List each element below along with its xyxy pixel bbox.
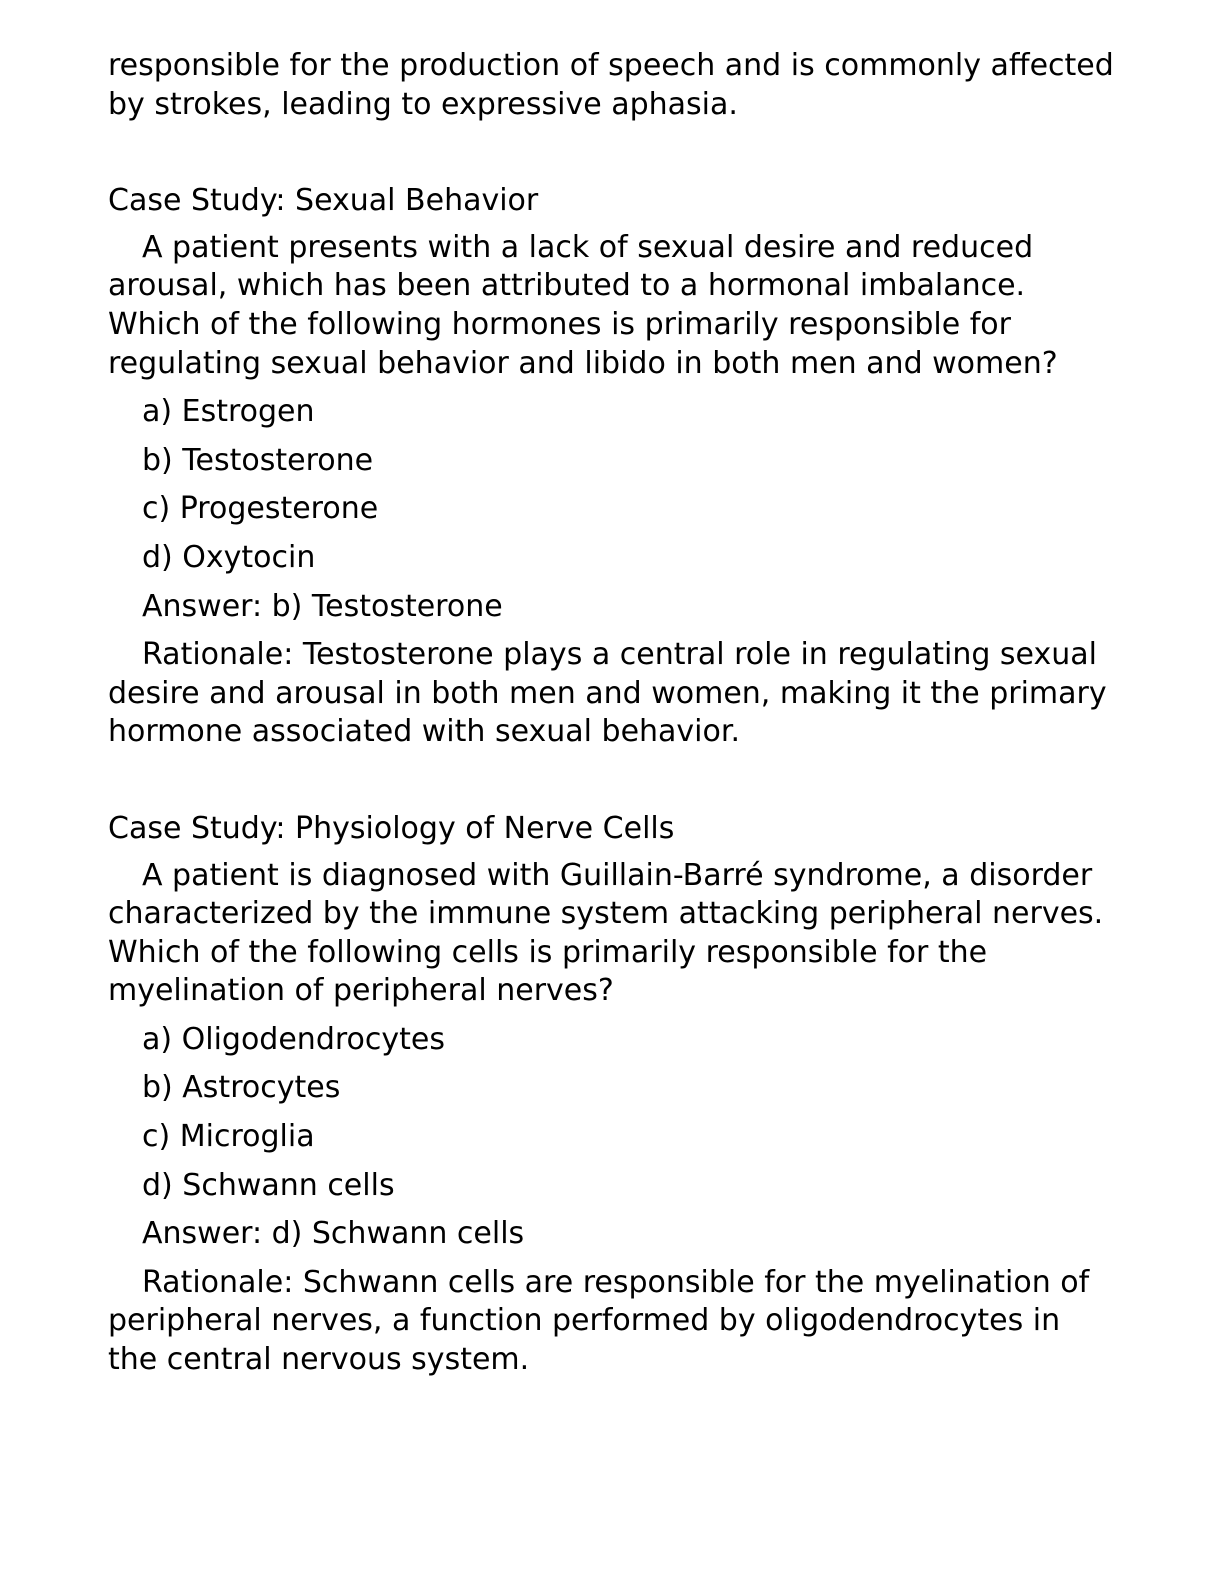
rationale: Rationale: Testosterone plays a central role in regulating sexual desire and arousal in both men and women, making it the primary hormone associated with sexual behavior. (108, 637, 1107, 750)
case-heading: Case Study: Sexual Behavior (108, 183, 539, 219)
option-a: a) Oligodendrocytes (142, 1021, 445, 1057)
option-c: c) Microglia (142, 1119, 315, 1155)
option-c: c) Progesterone (142, 491, 379, 527)
option-d: d) Schwann cells (142, 1167, 395, 1203)
intro-paragraph: responsible for the production of speech and is commonly affected by strokes, leading to expressive aphasia. (108, 48, 1114, 122)
option-a: a) Estrogen (142, 394, 315, 430)
case-question: A patient is diagnosed with Guillain-Barré syndrome, a disorder characterized by the immune system attacking peripheral nerves. Which of the following cells is primarily responsible for the myelination of peripheral nerves? (108, 857, 1104, 1009)
option-b: b) Astrocytes (142, 1070, 341, 1106)
document-page (108, 47, 1118, 1380)
case-heading: Case Study: Physiology of Nerve Cells (108, 810, 675, 846)
answer: Answer: d) Schwann cells (142, 1216, 525, 1252)
rationale: Rationale: Schwann cells are responsible for the myelination of peripheral nerves, a function performed by oligodendrocytes in the central nervous system. (108, 1264, 1090, 1378)
option-b: b) Testosterone (142, 442, 374, 478)
option-d: d) Oxytocin (142, 539, 316, 575)
answer: Answer: b) Testosterone (142, 588, 503, 624)
case-question: A patient presents with a lack of sexual desire and reduced arousal, which has been attributed to a hormonal imbalance. Which of the following hormones is primarily responsible for regulating sexual behavior and libido in both men and women? (108, 229, 1058, 381)
case-study-sexual-behavior (108, 182, 1118, 752)
case-study-nerve-cells (108, 810, 1118, 1380)
